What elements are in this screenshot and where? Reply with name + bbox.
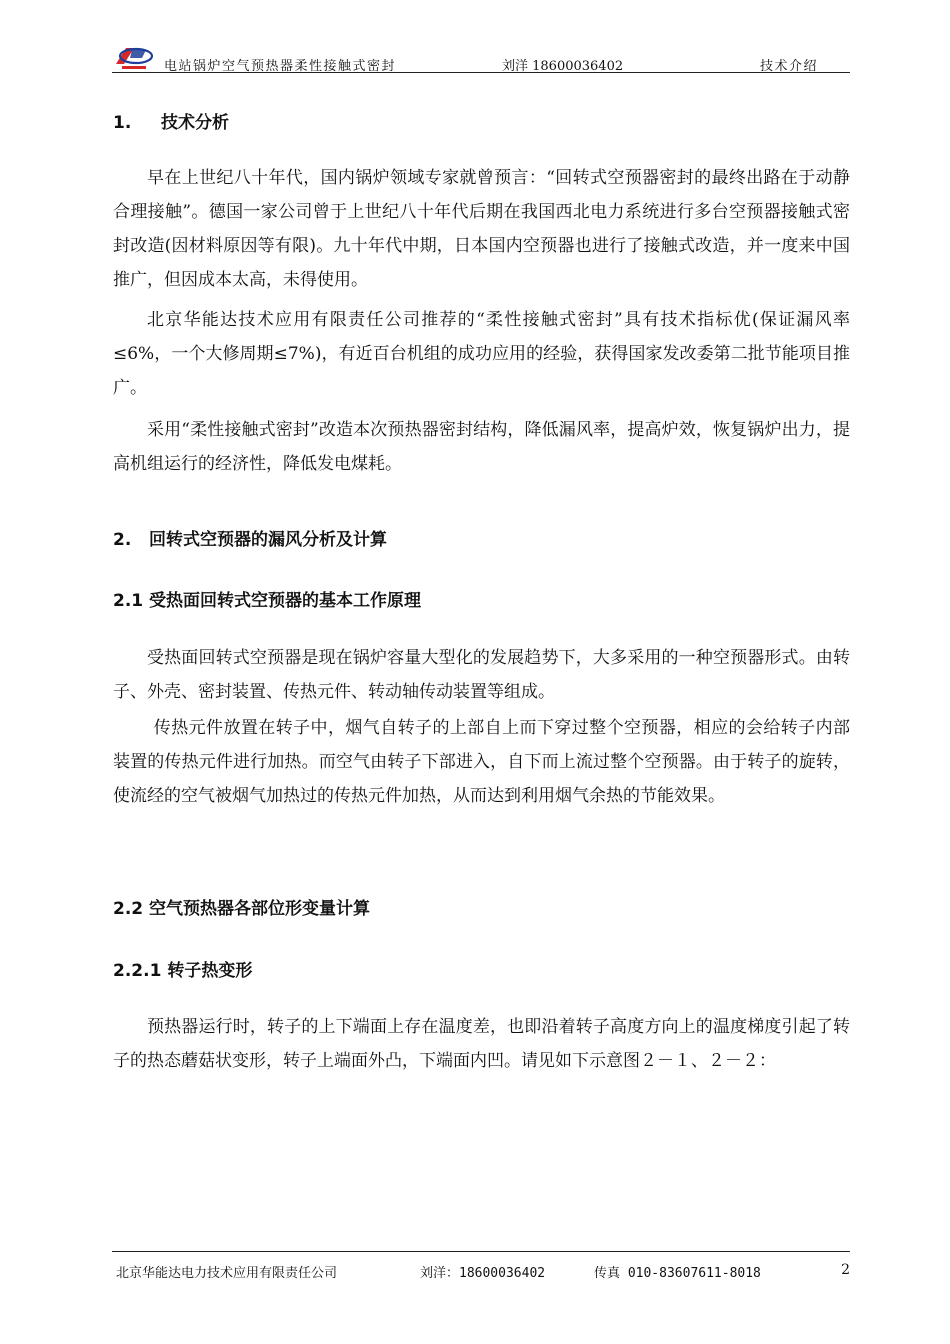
- section-heading-1: [113, 108, 229, 133]
- subsection-heading-2-2: 2.2 空气预热器各部位形变量计算: [113, 899, 371, 919]
- paragraph: 传热元件放置在转子中，烟气自转子的上部自上而下穿过整个空预器，相应的会给转子内部装置的传热元件进行加热。而空气由转子下部进入，自下而上流过整个空预器。由于转子的旋转，使流经的空气被烟气加热过的传热元件加热，从而达到利用烟气余热的节能效果。: [113, 718, 850, 806]
- section-number: 1.: [113, 113, 132, 133]
- paragraph: 早在上世纪八十年代，国内锅炉领域专家就曾预言：“回转式空预器密封的最终出路在于动静合理接触”。德国一家公司曾于上世纪八十年代后期在我国西北电力系统进行多台空预器接触式密封改造(因材料原因等有限)。九十年代中期，日本国内空预器也进行了接触式改造，并一度来中国推广，但因成本太高，未得使用。: [113, 168, 850, 290]
- footer-company: 北京华能达电力技术应用有限责任公司: [116, 1266, 338, 1281]
- section-number: 2.: [113, 530, 132, 550]
- section-title: 技术分析: [161, 113, 229, 133]
- company-logo-icon: [112, 44, 156, 72]
- paragraph: 预热器运行时，转子的上下端面上存在温度差，也即沿着转子高度方向上的温度梯度引起了转子的热态蘑菇状变形，转子上端面外凸，下端面内凹。请见如下示意图２－１、２－２：: [113, 1017, 850, 1071]
- paragraph: 北京华能达技术应用有限责任公司推荐的“柔性接触式密封”具有技术指标优(保证漏风率≤6%，一个大修周期≤7%)，有近百台机组的成功应用的经验，获得国家发改委第二批节能项目推广。: [113, 310, 850, 398]
- section-title: 回转式空预器的漏风分析及计算: [149, 530, 387, 550]
- section-heading-2: [113, 525, 387, 550]
- header-divider: [112, 72, 850, 73]
- header-category: 技术介绍: [759, 59, 818, 74]
- footer-divider: [112, 1251, 850, 1252]
- page-header: [112, 44, 850, 74]
- header-document-title: 电站锅炉空气预热器柔性接触式密封: [164, 59, 397, 74]
- page-number: 2: [841, 1262, 850, 1278]
- subsection-heading-2-2-1: 2.2.1 转子热变形: [113, 961, 253, 981]
- footer-fax: 传真 010-83607611-8018: [594, 1266, 761, 1281]
- page-footer: [112, 1262, 850, 1282]
- header-contact: 刘洋 18600036402: [502, 59, 624, 74]
- paragraph: 采用“柔性接触式密封”改造本次预热器密封结构，降低漏风率，提高炉效，恢复锅炉出力，提高机组运行的经济性，降低发电煤耗。: [113, 420, 850, 474]
- subsection-heading-2-1: 2.1 受热面回转式空预器的基本工作原理: [113, 591, 422, 611]
- footer-phone: 刘洋：18600036402: [420, 1266, 546, 1281]
- paragraph: 受热面回转式空预器是现在锅炉容量大型化的发展趋势下，大多采用的一种空预器形式。由转子、外壳、密封装置、传热元件、转动轴传动装置等组成。: [113, 648, 850, 702]
